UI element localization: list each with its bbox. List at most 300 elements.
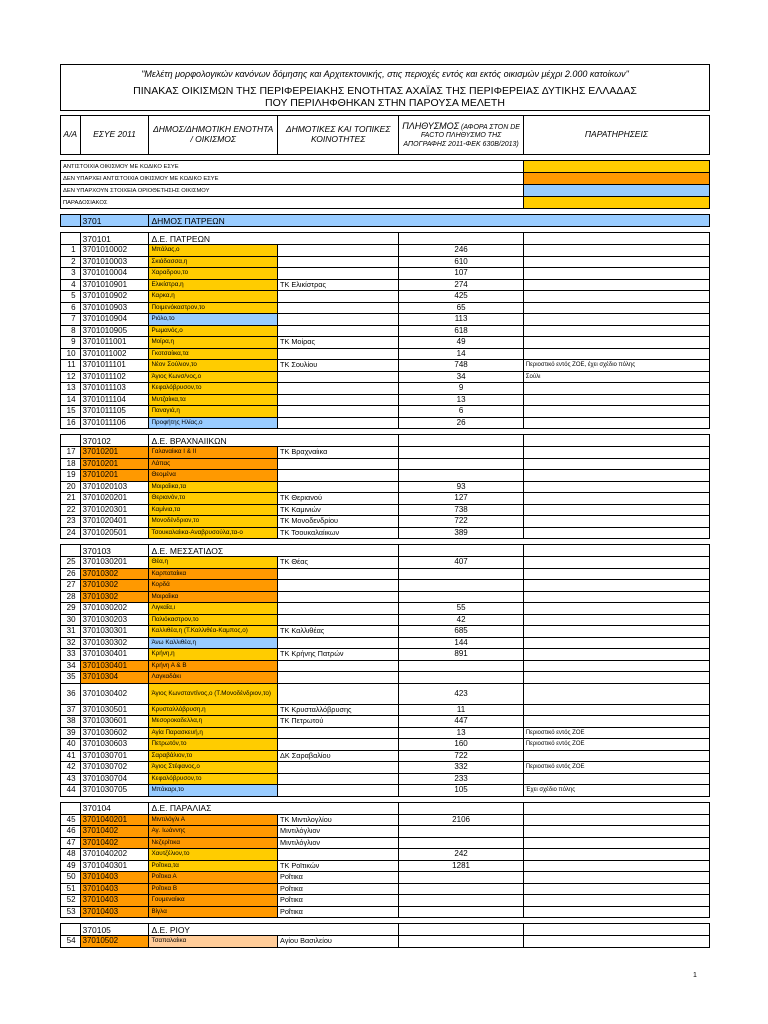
row-code: 3701020301 <box>80 504 149 516</box>
row-community <box>278 568 399 580</box>
study-title: "Μελέτη μορφολογικών κανόνων δόμησης και Αρχιτεκτονικής, στις περιοχές εντός και εκτός οικισμών μέχρι 2.000 κατοίκων" <box>141 69 629 79</box>
row-population <box>399 447 523 459</box>
row-population <box>399 906 523 918</box>
row-locality: Μοιραΐικα <box>149 591 278 603</box>
row-code: 3701030602 <box>80 727 149 739</box>
row-note <box>523 637 709 649</box>
row-code: 3701011103 <box>80 383 149 395</box>
row-note <box>523 302 709 314</box>
table-row <box>61 837 710 849</box>
row-note <box>523 447 709 459</box>
header-population-main: ΠΛΗΘΥΣΜΟΣ <box>402 121 460 132</box>
row-note: Περιοστικό εντός ΖΟΕ, έχει σχέδιο πόλης <box>523 360 709 372</box>
row-community: Μιντιλόγλιον <box>278 837 399 849</box>
row-note <box>523 660 709 672</box>
row-note <box>523 716 709 728</box>
unit-name: Δ.Ε. ΠΑΤΡΕΩΝ <box>149 233 399 245</box>
row-aa: 25 <box>61 557 81 569</box>
row-code: 3701020201 <box>80 493 149 505</box>
row-community <box>278 383 399 395</box>
row-locality: Θεομένα <box>149 470 278 482</box>
header-population <box>399 116 523 155</box>
row-locality: Άγιος Κωνσταντίνος,ο (Τ.Μονοδένδριον,το) <box>149 683 278 704</box>
row-community <box>278 481 399 493</box>
row-note <box>523 750 709 762</box>
row-note <box>523 417 709 429</box>
table-row <box>61 649 710 661</box>
unit-pop <box>399 545 523 557</box>
row-population: 274 <box>399 279 523 291</box>
row-code: 3701011106 <box>80 417 149 429</box>
row-population: 246 <box>399 245 523 257</box>
row-locality: Ροΐτικα Α <box>149 872 278 884</box>
municipality-name: ΔΗΜΟΣ ΠΑΤΡΕΩΝ <box>149 215 710 227</box>
row-aa: 1 <box>61 245 81 257</box>
row-population: 242 <box>399 849 523 861</box>
unit-pop <box>399 233 523 245</box>
row-note: Σούλι <box>523 371 709 383</box>
row-community: Ροΐτικα <box>278 895 399 907</box>
row-population <box>399 568 523 580</box>
row-community <box>278 785 399 797</box>
row-locality: Κρήνη,η <box>149 649 278 661</box>
unit-note <box>523 233 709 245</box>
row-community: ΤΚ Καλλιθέας <box>278 626 399 638</box>
row-community: ΤΚ Μονοδενδρίου <box>278 516 399 528</box>
row-note <box>523 860 709 872</box>
row-community: Ροΐτικα <box>278 872 399 884</box>
row-community <box>278 348 399 360</box>
row-note <box>523 649 709 661</box>
row-code: 3701030702 <box>80 762 149 774</box>
municipal-unit-row <box>61 545 710 557</box>
row-code: 37010304 <box>80 672 149 684</box>
row-code: 37010403 <box>80 872 149 884</box>
row-locality: Βίγλα <box>149 906 278 918</box>
table-row <box>61 470 710 482</box>
row-population <box>399 470 523 482</box>
row-code: 3701010905 <box>80 325 149 337</box>
row-locality: Μιντιλόγλι Α <box>149 814 278 826</box>
table-row <box>61 568 710 580</box>
row-community: ΤΚ Ροϊτικών <box>278 860 399 872</box>
unit-aa <box>61 545 81 557</box>
row-locality: Γκοτσαίικα,τα <box>149 348 278 360</box>
row-aa: 28 <box>61 591 81 603</box>
row-code: 3701030401 <box>80 649 149 661</box>
row-note <box>523 383 709 395</box>
table-row <box>61 936 710 948</box>
row-aa: 52 <box>61 895 81 907</box>
row-aa: 32 <box>61 637 81 649</box>
row-aa: 26 <box>61 568 81 580</box>
unit-pop <box>399 924 523 936</box>
unit-code: 370101 <box>80 233 149 245</box>
row-aa: 6 <box>61 302 81 314</box>
row-note: Έχει σχέδιο πόλης <box>523 785 709 797</box>
row-code: 3701030402 <box>80 683 149 704</box>
unit-code: 370102 <box>80 435 149 447</box>
row-population <box>399 458 523 470</box>
table-row <box>61 504 710 516</box>
row-note <box>523 527 709 539</box>
row-population: 93 <box>399 481 523 493</box>
row-locality: Ρωμανός,ο <box>149 325 278 337</box>
legend-row <box>61 185 710 197</box>
row-population: 26 <box>399 417 523 429</box>
unit-note <box>523 545 709 557</box>
municipal-unit-row <box>61 802 710 814</box>
row-code: 3701010004 <box>80 268 149 280</box>
row-community: ΤΚ Πετρωτού <box>278 716 399 728</box>
table-row <box>61 371 710 383</box>
row-note <box>523 906 709 918</box>
row-population <box>399 826 523 838</box>
row-note <box>523 406 709 418</box>
row-code: 3701030201 <box>80 557 149 569</box>
table-row <box>61 727 710 739</box>
row-population: 49 <box>399 337 523 349</box>
row-aa: 27 <box>61 580 81 592</box>
row-locality: Ροΐτικα Β <box>149 883 278 895</box>
row-locality: Κρυσταλλόβρυση,η <box>149 704 278 716</box>
municipality-aa <box>61 215 81 227</box>
row-population: 618 <box>399 325 523 337</box>
row-aa: 16 <box>61 417 81 429</box>
table-row <box>61 895 710 907</box>
row-population: 891 <box>399 649 523 661</box>
row-locality: Μυτζαίικα,τα <box>149 394 278 406</box>
row-aa: 11 <box>61 360 81 372</box>
table-title: ΠΙΝΑΚΑΣ ΟΙΚΙΣΜΩΝ ΤΗΣ ΠΕΡΙΦΕΡΕΙΑΚΗΣ ΕΝΟΤΗΤΑΣ ΑΧΑΪΑΣ ΤΗΣ ΠΕΡΙΦΕΡΕΙΑΣ ΔΥΤΙΚΗΣ ΕΛΛΑΔΑΣ <box>133 85 637 97</box>
row-locality: Αγ. Ιωάννης <box>149 826 278 838</box>
row-aa: 44 <box>61 785 81 797</box>
row-population: 2106 <box>399 814 523 826</box>
row-population <box>399 895 523 907</box>
row-population <box>399 672 523 684</box>
row-aa: 47 <box>61 837 81 849</box>
row-code: 3701030401 <box>80 660 149 672</box>
row-community <box>278 591 399 603</box>
row-code: 3701010002 <box>80 245 149 257</box>
row-code: 37010403 <box>80 883 149 895</box>
unit-name: Δ.Ε. ΡΙΟΥ <box>149 924 399 936</box>
row-aa: 12 <box>61 371 81 383</box>
row-locality: Γαλαναίικα I & II <box>149 447 278 459</box>
table-row <box>61 762 710 774</box>
row-note <box>523 936 709 948</box>
table-row <box>61 279 710 291</box>
row-population: 332 <box>399 762 523 774</box>
row-note <box>523 394 709 406</box>
row-note <box>523 481 709 493</box>
legend-swatch <box>523 185 709 197</box>
unit-name: Δ.Ε. ΜΕΣΣΑΤΙΔΟΣ <box>149 545 399 557</box>
row-code: 3701030705 <box>80 785 149 797</box>
row-community: ΔΚ Σαραβαλίου <box>278 750 399 762</box>
row-locality: Θεριανόν,το <box>149 493 278 505</box>
row-community <box>278 660 399 672</box>
row-code: 37010403 <box>80 906 149 918</box>
row-locality: Κρήνη Α & Β <box>149 660 278 672</box>
row-population: 113 <box>399 314 523 326</box>
row-community <box>278 637 399 649</box>
legend-swatch <box>523 161 709 173</box>
row-community: Μιντιλόγλιον <box>278 826 399 838</box>
row-community: ΤΚ Σουλίου <box>278 360 399 372</box>
unit-code: 370103 <box>80 545 149 557</box>
row-population: 407 <box>399 557 523 569</box>
row-community <box>278 291 399 303</box>
row-community <box>278 302 399 314</box>
row-community: ΤΚ Τσουκαλαίικων <box>278 527 399 539</box>
row-code: 3701011104 <box>80 394 149 406</box>
row-aa: 2 <box>61 256 81 268</box>
unit-code: 370105 <box>80 924 149 936</box>
row-note <box>523 683 709 704</box>
row-aa: 54 <box>61 936 81 948</box>
legend-swatch <box>523 173 709 185</box>
row-population: 34 <box>399 371 523 383</box>
table-row <box>61 660 710 672</box>
table-row <box>61 245 710 257</box>
row-population: 13 <box>399 727 523 739</box>
row-locality: Χαυτζέλιον,το <box>149 849 278 861</box>
document-page <box>60 64 710 948</box>
table-row <box>61 626 710 638</box>
row-aa: 15 <box>61 406 81 418</box>
row-code: 3701030302 <box>80 637 149 649</box>
row-community <box>278 325 399 337</box>
table-row <box>61 481 710 493</box>
legend-row <box>61 161 710 173</box>
row-code: 37010402 <box>80 826 149 838</box>
table-header-row <box>61 116 710 155</box>
row-community <box>278 371 399 383</box>
row-locality: Τσαπαλαίικα <box>149 936 278 948</box>
row-population: 722 <box>399 750 523 762</box>
legend-row <box>61 197 710 209</box>
row-aa: 14 <box>61 394 81 406</box>
row-community: ΤΚ Μιντιλογλίου <box>278 814 399 826</box>
header-notes: ΠΑΡΑΤΗΡΗΣΕΙΣ <box>523 116 709 155</box>
table-row <box>61 580 710 592</box>
row-population: 13 <box>399 394 523 406</box>
row-note <box>523 603 709 615</box>
row-community <box>278 394 399 406</box>
row-community: ΤΚ Κρυσταλλόβρυσης <box>278 704 399 716</box>
row-code: 3701030603 <box>80 739 149 751</box>
table-row <box>61 750 710 762</box>
table-row <box>61 603 710 615</box>
row-note <box>523 291 709 303</box>
table-row <box>61 704 710 716</box>
row-aa: 48 <box>61 849 81 861</box>
row-community <box>278 849 399 861</box>
row-aa: 20 <box>61 481 81 493</box>
row-population: 14 <box>399 348 523 360</box>
table-row <box>61 883 710 895</box>
row-code: 3701030704 <box>80 773 149 785</box>
row-population: 144 <box>399 637 523 649</box>
row-locality: Λάπας <box>149 458 278 470</box>
table-row <box>61 826 710 838</box>
table-row <box>61 337 710 349</box>
table-row <box>61 683 710 704</box>
row-population: 738 <box>399 504 523 516</box>
row-locality: Πετρωτόν,το <box>149 739 278 751</box>
row-aa: 4 <box>61 279 81 291</box>
row-locality: Ροΐτικα,τα <box>149 860 278 872</box>
table-row <box>61 591 710 603</box>
row-population <box>399 837 523 849</box>
table-row <box>61 849 710 861</box>
table-row <box>61 527 710 539</box>
row-population: 423 <box>399 683 523 704</box>
row-note <box>523 814 709 826</box>
row-community: ΤΚ Ελικίστρας <box>278 279 399 291</box>
row-population <box>399 883 523 895</box>
row-code: 3701040301 <box>80 860 149 872</box>
row-aa: 39 <box>61 727 81 739</box>
row-aa: 40 <box>61 739 81 751</box>
header-locality: ΔΗΜΟΣ/ΔΗΜΟΤΙΚΗ ΕΝΟΤΗΤΑ / ΟΙΚΙΣΜΟΣ <box>149 116 278 155</box>
row-locality: Ριόλο,το <box>149 314 278 326</box>
header-aa: Α/Α <box>61 116 81 155</box>
row-community <box>278 470 399 482</box>
row-aa: 53 <box>61 906 81 918</box>
row-note <box>523 872 709 884</box>
row-aa: 42 <box>61 762 81 774</box>
row-population: 722 <box>399 516 523 528</box>
row-note <box>523 614 709 626</box>
row-community <box>278 672 399 684</box>
table-row <box>61 739 710 751</box>
row-population <box>399 660 523 672</box>
row-code: 37010403 <box>80 895 149 907</box>
row-note <box>523 314 709 326</box>
settlements-table <box>60 115 710 948</box>
table-row <box>61 557 710 569</box>
row-population <box>399 580 523 592</box>
row-code: 3701030202 <box>80 603 149 615</box>
row-aa: 19 <box>61 470 81 482</box>
row-locality: Κορδά <box>149 580 278 592</box>
row-note <box>523 279 709 291</box>
row-community <box>278 458 399 470</box>
row-community <box>278 417 399 429</box>
row-aa: 35 <box>61 672 81 684</box>
row-locality: Μεσοροκαδελλα,η <box>149 716 278 728</box>
row-community: ΤΚ Μοίρας <box>278 337 399 349</box>
row-code: 3701030301 <box>80 626 149 638</box>
municipality-row <box>61 215 710 227</box>
row-aa: 50 <box>61 872 81 884</box>
row-code: 3701030701 <box>80 750 149 762</box>
unit-pop <box>399 435 523 447</box>
table-row <box>61 383 710 395</box>
row-aa: 33 <box>61 649 81 661</box>
row-locality: Τσουκαλαίικα-Αναβρυσούλα,τα-ο <box>149 527 278 539</box>
row-code: 3701011102 <box>80 371 149 383</box>
unit-note <box>523 435 709 447</box>
row-locality: Παλιόκαστρον,το <box>149 614 278 626</box>
row-community: ΤΚ Θέας <box>278 557 399 569</box>
row-community <box>278 614 399 626</box>
row-note <box>523 883 709 895</box>
row-note <box>523 826 709 838</box>
row-locality: Παναγιά,η <box>149 406 278 418</box>
row-code: 3701020501 <box>80 527 149 539</box>
row-aa: 46 <box>61 826 81 838</box>
row-locality: Ελικίστρα,η <box>149 279 278 291</box>
row-locality: Καμίνια,τα <box>149 504 278 516</box>
row-locality: Μπάκαρι,το <box>149 785 278 797</box>
row-aa: 49 <box>61 860 81 872</box>
row-community <box>278 245 399 257</box>
unit-note <box>523 802 709 814</box>
row-code: 37010302 <box>80 591 149 603</box>
row-code: 3701011105 <box>80 406 149 418</box>
row-community: ΤΚ Θεριανού <box>278 493 399 505</box>
row-aa: 23 <box>61 516 81 528</box>
table-row <box>61 302 710 314</box>
row-note <box>523 458 709 470</box>
row-code: 3701020401 <box>80 516 149 528</box>
table-row <box>61 860 710 872</box>
table-row <box>61 268 710 280</box>
row-community: Ροΐτικα <box>278 906 399 918</box>
row-code: 37010302 <box>80 580 149 592</box>
row-locality: Χαραδρου,το <box>149 268 278 280</box>
row-aa: 37 <box>61 704 81 716</box>
row-community: Ροΐτικα <box>278 883 399 895</box>
row-population <box>399 872 523 884</box>
row-population: 685 <box>399 626 523 638</box>
row-aa: 5 <box>61 291 81 303</box>
row-population: 447 <box>399 716 523 728</box>
row-code: 3701011101 <box>80 360 149 372</box>
row-population: 610 <box>399 256 523 268</box>
row-locality: Νέον Σούλιον,το <box>149 360 278 372</box>
page-number: 1 <box>693 972 697 979</box>
row-community: ΤΚ Κρήνης Πατρών <box>278 649 399 661</box>
row-code: 3701010003 <box>80 256 149 268</box>
row-population: 6 <box>399 406 523 418</box>
row-note <box>523 773 709 785</box>
row-note <box>523 256 709 268</box>
row-aa: 22 <box>61 504 81 516</box>
unit-aa <box>61 435 81 447</box>
row-note <box>523 837 709 849</box>
unit-code: 370104 <box>80 802 149 814</box>
row-note <box>523 704 709 716</box>
row-population: 11 <box>399 704 523 716</box>
row-locality: Μπάλας,ο <box>149 245 278 257</box>
row-locality: Θέα,η <box>149 557 278 569</box>
table-row <box>61 716 710 728</box>
row-population: 425 <box>399 291 523 303</box>
row-aa: 8 <box>61 325 81 337</box>
unit-aa <box>61 924 81 936</box>
row-code: 37010402 <box>80 837 149 849</box>
row-population: 42 <box>399 614 523 626</box>
table-row <box>61 360 710 372</box>
row-community <box>278 268 399 280</box>
row-locality: Γουμεναίικα <box>149 895 278 907</box>
row-code: 3701010903 <box>80 302 149 314</box>
header-code: ΕΣΥΕ 2011 <box>80 116 149 155</box>
